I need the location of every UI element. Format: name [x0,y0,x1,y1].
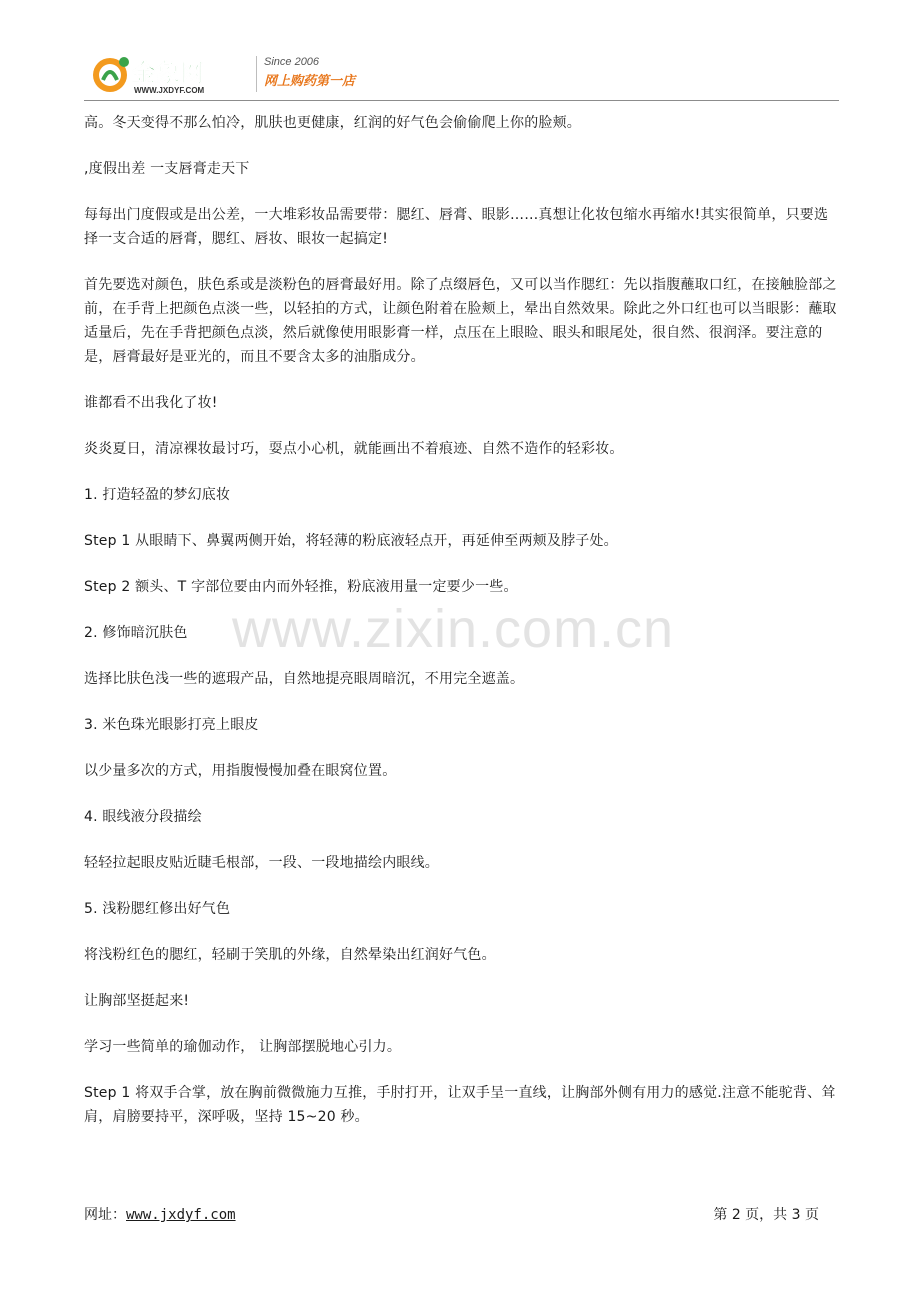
section-heading: 谁都看不出我化了妆! [84,395,218,411]
page-header [84,50,839,102]
watermark: www.zixin.com.cn [232,599,675,659]
step-text: Step 1 将双手合掌，放在胸前微微施力互推，手肘打开，让双手呈一直线，让胸部外侧有用力的感觉.注意不能驼背、耸肩，肩膀要持平，深呼吸，坚持 15~20 秒。 [84,1085,836,1125]
list-heading: 1. 打造轻盈的梦幻底妆 [84,487,231,503]
list-heading: 3. 米色珠光眼影打亮上眼皮 [84,717,259,733]
page-number: 第 2 页，共 3 页 [713,1207,819,1223]
paragraph: 选择比肤色浅一些的遮瑕产品，自然地提亮眼周暗沉，不用完全遮盖。 [84,671,525,687]
paragraph: 将浅粉红色的腮红，轻刷于笑肌的外缘，自然晕染出红润好气色。 [84,947,496,963]
paragraph: 以少量多次的方式，用指腹慢慢加叠在眼窝位置。 [84,763,397,779]
section-heading: ,度假出差 一支唇膏走天下 [84,161,250,177]
paragraph: 轻轻拉起眼皮贴近睫毛根部，一段、一段地描绘内眼线。 [84,855,439,871]
list-heading: 5. 浅粉腮红修出好气色 [84,901,231,917]
slogan: 网上购药第一店 [264,74,356,89]
footer-url-link[interactable]: www.jxdyf.com [126,1207,236,1223]
since-label: Since 2006 [264,56,320,68]
jxdyf-logo [88,52,253,98]
paragraph: 首先要选对颜色，肤色系或是淡粉色的唇膏最好用。除了点缀唇色，又可以当作腮红：先以指腹蘸取口红，在接触脸部之前，在手背上把颜色点淡一些，以轻拍的方式，让颜色附着在脸颊上，晕出自然效果。除此之外口红也可以当眼影：蘸取适量后，先在手背把颜色点淡，然后就像使用眼影膏一样，点压在上眼睑、眼头和眼尾处，很自然、很润泽。要注意的是，唇膏最好是亚光的，而且不要含太多的油脂成分。 [84,277,837,365]
step-text: Step 2 额头、T 字部位要由内而外轻推，粉底液用量一定要少一些。 [84,579,518,595]
header-rule [84,100,839,101]
paragraph: 每每出门度假或是出公差，一大堆彩妆品需要带：腮红、唇膏、眼影……真想让化妆包缩水再缩水!其实很简单，只要选择一支合适的唇膏，腮红、唇妆、眼妆一起搞定! [84,207,829,247]
paragraph: 学习一些简单的瑜伽动作， 让胸部摆脱地心引力。 [84,1039,402,1055]
paragraph: 炎炎夏日，清凉裸妆最讨巧，耍点小心机，就能画出不着痕迹、自然不造作的轻彩妆。 [84,441,624,457]
footer-url-label: 网址： [84,1207,126,1223]
paragraph: 高。冬天变得不那么怕冷，肌肤也更健康，红润的好气色会偷偷爬上你的脸颊。 [84,115,581,131]
step-text: Step 1 从眼睛下、鼻翼两侧开始，将轻薄的粉底液轻点开，再延伸至两颊及脖子处。 [84,533,618,549]
header-divider [256,56,257,92]
page-content [84,111,839,1151]
logo-wordmark: 金象网 [132,59,204,87]
logo-url: WWW.JXDYF.COM [134,86,205,95]
list-heading: 2. 修饰暗沉肤色 [84,625,188,641]
section-heading: 让胸部坚挺起来! [84,993,190,1009]
footer-website [84,1205,236,1225]
list-heading: 4. 眼线液分段描绘 [84,809,202,825]
